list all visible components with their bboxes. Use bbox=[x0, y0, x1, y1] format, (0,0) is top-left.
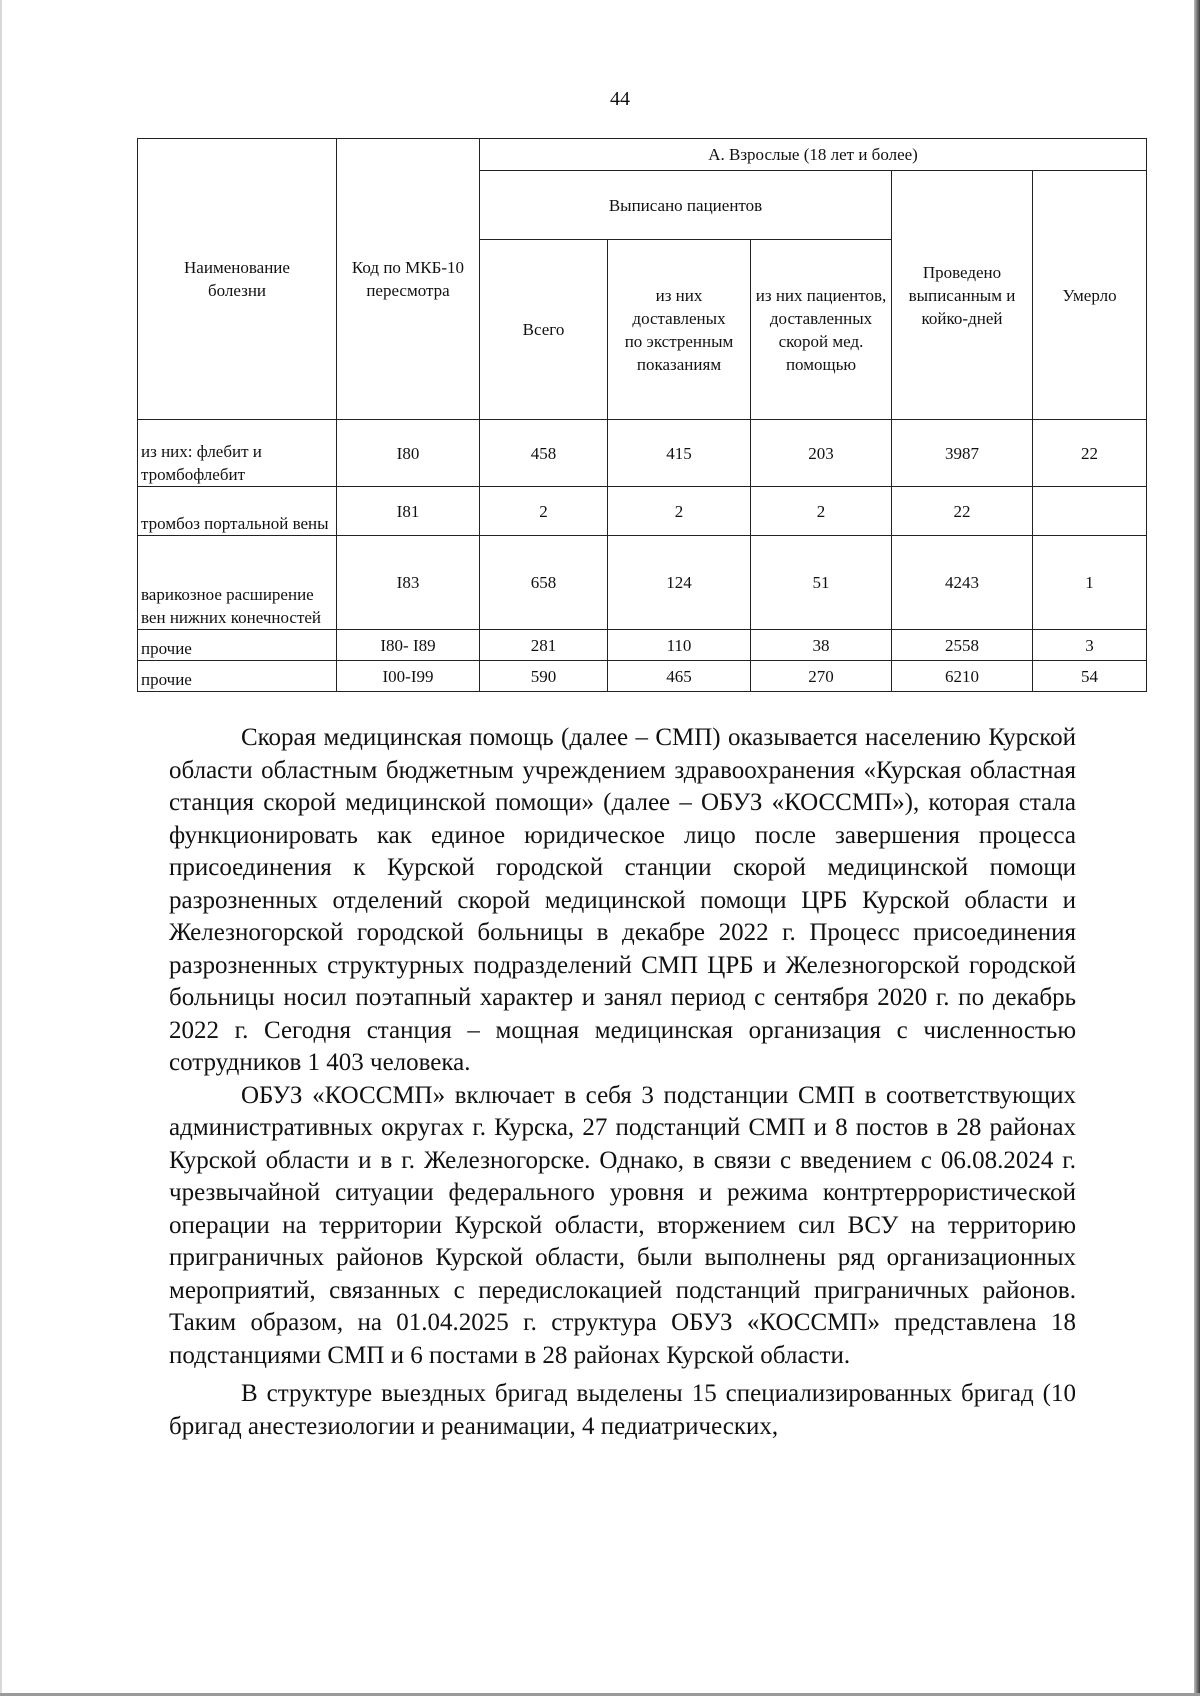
header-bed-days: Проведено выписанным и койко-дней bbox=[892, 171, 1033, 420]
header-row-1 bbox=[138, 139, 1147, 171]
disease-statistics-table bbox=[137, 138, 1147, 692]
cell-name: прочие bbox=[138, 630, 337, 661]
cell-emergency: 110 bbox=[608, 630, 751, 661]
cell-ambulance: 38 bbox=[751, 630, 892, 661]
header-adults-group: А. Взрослые (18 лет и более) bbox=[480, 139, 1147, 171]
cell-total: 590 bbox=[480, 661, 608, 692]
cell-died: 54 bbox=[1033, 661, 1147, 692]
page-edge-right bbox=[1194, 0, 1200, 1696]
cell-name: прочие bbox=[138, 661, 337, 692]
cell-code: I00-I99 bbox=[337, 661, 480, 692]
table-row bbox=[138, 630, 1147, 661]
cell-total: 458 bbox=[480, 420, 608, 487]
page-edge-left bbox=[0, 0, 2, 1696]
cell-ambulance: 270 bbox=[751, 661, 892, 692]
cell-code: I80- I89 bbox=[337, 630, 480, 661]
page-number: 44 bbox=[610, 88, 630, 110]
header-ambulance: из них пациентов, доставленных скорой мед. помощью bbox=[751, 240, 892, 420]
cell-died bbox=[1033, 487, 1147, 536]
cell-name: тромбоз портальной вены bbox=[138, 487, 337, 536]
cell-code: I83 bbox=[337, 536, 480, 630]
cell-total: 2 bbox=[480, 487, 608, 536]
paragraph-substations: ОБУЗ «КОССМП» включает в себя 3 подстанции СМП в соответствующих административных округах г. Курска, 27 подстанций СМП и 8 постов в 28 районах Курской области и в г. Железногорске. Однако, в связи с введением с 06.08.2024 г. чрезвычайной ситуации федерального уровня и режима контртеррористической операции на территории Курской области, вторжением сил ВСУ на территорию приграничных районов Курской области, были выполнены ряд организационных мероприятий, связанных с передислокацией подстанций приграничных районов. Таким образом, на 01.04.2025 г. структура ОБУЗ «КОССМП» представлена 18 подстанциями СМП и 6 постами в 28 районах Курской области. bbox=[169, 1081, 1076, 1369]
table-row bbox=[138, 487, 1147, 536]
header-discharged: Выписано пациентов bbox=[480, 171, 892, 240]
cell-code: I80 bbox=[337, 420, 480, 487]
cell-died: 3 bbox=[1033, 630, 1147, 661]
cell-ambulance: 2 bbox=[751, 487, 892, 536]
cell-bed-days: 3987 bbox=[892, 420, 1033, 487]
cell-name: варикозное расширение вен нижних конечностей bbox=[138, 536, 337, 630]
paragraph-brigades: В структуре выездных бригад выделены 15 специализированных бригад (10 бригад анестезиологии и реанимации, 4 педиатрических, bbox=[169, 1380, 1076, 1440]
cell-ambulance: 203 bbox=[751, 420, 892, 487]
cell-emergency: 2 bbox=[608, 487, 751, 536]
header-icd-code: Код по МКБ-10 пересмотра bbox=[337, 139, 480, 420]
table-row bbox=[138, 420, 1147, 487]
cell-total: 658 bbox=[480, 536, 608, 630]
cell-bed-days: 22 bbox=[892, 487, 1033, 536]
cell-bed-days: 2558 bbox=[892, 630, 1033, 661]
cell-bed-days: 6210 bbox=[892, 661, 1033, 692]
cell-emergency: 124 bbox=[608, 536, 751, 630]
cell-died: 1 bbox=[1033, 536, 1147, 630]
header-emergency: из них доставленых по экстренным показаниям bbox=[608, 240, 751, 420]
cell-emergency: 465 bbox=[608, 661, 751, 692]
table-row bbox=[138, 536, 1147, 630]
header-disease-name: Наименование болезни bbox=[138, 139, 337, 420]
cell-emergency: 415 bbox=[608, 420, 751, 487]
cell-ambulance: 51 bbox=[751, 536, 892, 630]
cell-bed-days: 4243 bbox=[892, 536, 1033, 630]
header-died: Умерло bbox=[1033, 171, 1147, 420]
cell-name: из них: флебит и тромбофлебит bbox=[138, 420, 337, 487]
body-text bbox=[169, 722, 1076, 1443]
cell-code: I81 bbox=[337, 487, 480, 536]
table-row bbox=[138, 661, 1147, 692]
cell-total: 281 bbox=[480, 630, 608, 661]
cell-died: 22 bbox=[1033, 420, 1147, 487]
header-total: Всего bbox=[480, 240, 608, 420]
paragraph-ambulance-service: Скорая медицинская помощь (далее – СМП) оказывается населению Курской области областным бюджетным учреждением здравоохранения «Курская областная станция скорой медицинской помощи» (далее – ОБУЗ «КОССМП»), которая стала функционировать как единое юридическое лицо после завершения процесса присоединения к Курской городской станции скорой медицинской помощи разрозненных отделений скорой медицинской помощи ЦРБ Курской области и Железногорской городской больницы в декабре 2022 г. Процесс присоединения разрозненных структурных подразделений СМП ЦРБ и Железногорской городской больницы носил поэтапный характер и занял период с сентября 2020 г. по декабрь 2022 г. Сегодня станция – мощная медицинская организация с численностью сотрудников 1 403 человека. bbox=[169, 724, 1076, 1076]
